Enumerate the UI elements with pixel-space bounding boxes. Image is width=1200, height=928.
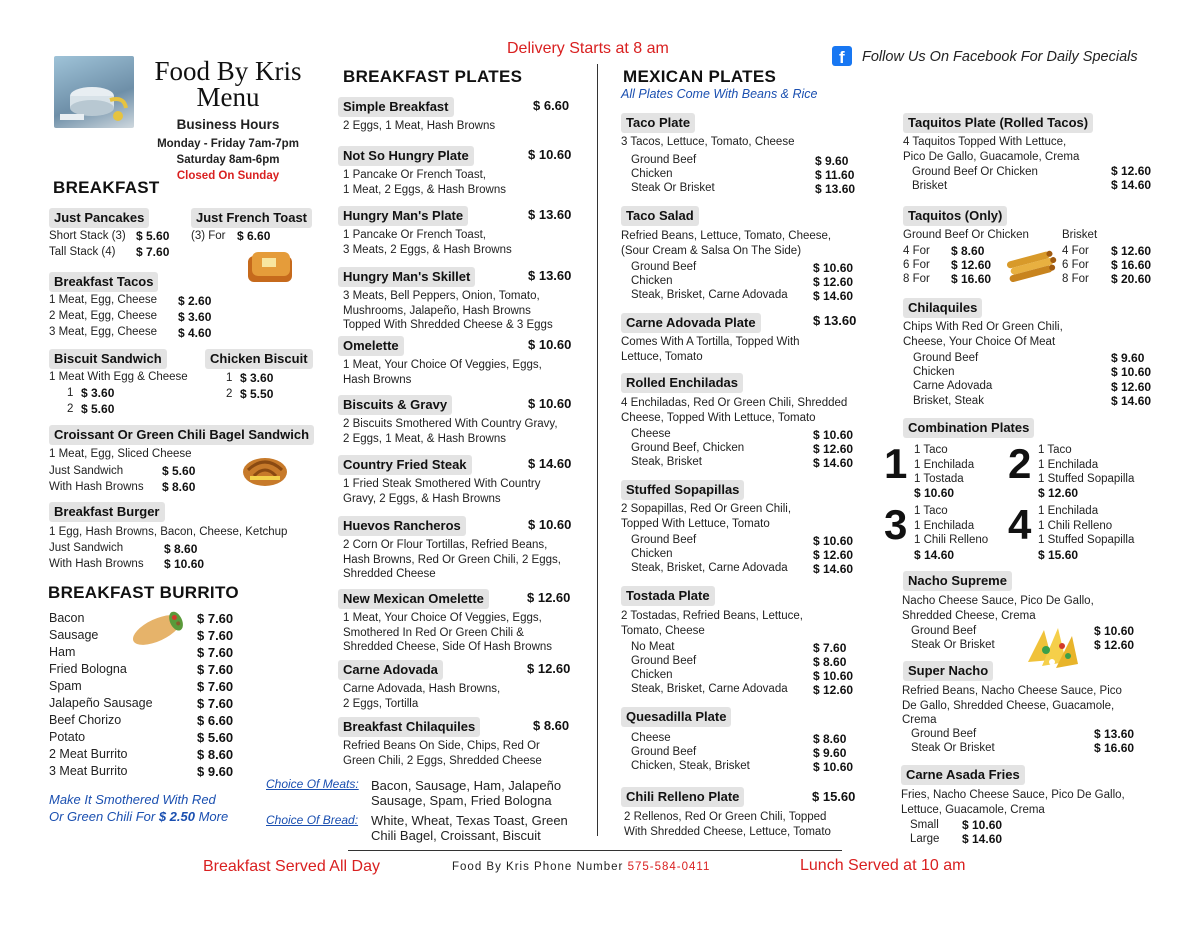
croissant-image (240, 450, 290, 490)
plate-desc: 1 Fried Steak Smothered With Country Gravy, 2 Eggs, & Hash Browns (343, 478, 541, 505)
plate-title: Hungry Man's Plate (338, 206, 468, 226)
carne-asada-fries-title: Carne Asada Fries (901, 765, 1025, 785)
nacho-supreme-row-2: Steak Or Brisket (911, 639, 995, 651)
footer-divider (348, 850, 842, 851)
burrito-item-price: $ 5.60 (197, 730, 234, 745)
hours-saturday: Saturday 8am-6pm (176, 154, 280, 166)
taquitos-only-right-price: $ 20.60 (1111, 272, 1152, 286)
tall-stack-label: Tall Stack (4) (49, 246, 116, 258)
combo-1-number: 1 (884, 440, 908, 487)
tostada-plate-desc: 2 Tostadas, Refried Beans, Lettuce, Tomato, Cheese (621, 610, 803, 637)
taquitos-image (1004, 250, 1058, 282)
tostada-row-4: Steak, Brisket, Carne Adovada (631, 683, 788, 695)
burger-price-1: $ 8.60 (164, 542, 198, 556)
asada-fries-price-1: $ 10.60 (962, 818, 1003, 832)
burrito-item-price: $ 7.60 (197, 679, 234, 694)
taquitos-only-right-label: 4 For (1062, 245, 1089, 257)
taquitos-plate-desc: 4 Taquitos Topped With Lettuce, Pico De Gallo, Guacamole, Crema (903, 136, 1080, 163)
taco-plate-title: Taco Plate (621, 113, 695, 133)
quesadilla-price-1: $ 8.60 (813, 732, 847, 746)
croissant-desc: 1 Meat, Egg, Sliced Cheese (49, 448, 192, 460)
tall-stack-price: $ 7.60 (136, 245, 170, 259)
chilaquiles-row-2: Chicken (913, 366, 955, 378)
taco-salad-price-3: $ 14.60 (813, 289, 854, 303)
sopapillas-price-3: $ 14.60 (813, 562, 854, 576)
combo-3-number: 3 (884, 501, 908, 548)
burger-price-2: $ 10.60 (164, 557, 205, 571)
stuffed-sopapillas-title: Stuffed Sopapillas (621, 480, 744, 500)
combo-2-price: $ 12.60 (1038, 486, 1079, 500)
taco-plate-desc: 3 Tacos, Lettuce, Tomato, Cheese (621, 136, 795, 148)
tostada-price-1: $ 7.60 (813, 641, 847, 655)
choice-bread: White, Wheat, Texas Toast, Green Chili Bagel, Croissant, Biscuit (371, 813, 568, 843)
hours-weekday: Monday - Friday 7am-7pm (157, 138, 299, 150)
plate-title: Biscuits & Gravy (338, 395, 452, 415)
burrito-item-label: 2 Meat Burrito (49, 747, 128, 761)
super-nacho-title: Super Nacho (903, 661, 993, 681)
burrito-item-price: $ 8.60 (197, 747, 234, 762)
plate-title: Not So Hungry Plate (338, 146, 474, 166)
nacho-supreme-price-2: $ 12.60 (1094, 638, 1135, 652)
french-toast-label: (3) For (191, 230, 226, 242)
biscuit-sandwich-desc: 1 Meat With Egg & Cheese (49, 371, 188, 383)
plate-title: Country Fried Steak (338, 455, 472, 475)
super-nacho-row-1: Ground Beef (911, 728, 977, 740)
croissant-row-1: Just Sandwich (49, 465, 124, 477)
stuffed-sopapillas-desc: 2 Sopapillas, Red Or Green Chili, Topped With Lettuce, Tomato (621, 503, 792, 530)
taco-plate-price-1: $ 9.60 (815, 154, 849, 168)
plate-price: $ 8.60 (533, 718, 570, 733)
plate-price: $ 6.60 (533, 98, 570, 113)
taquitos-plate-price-1: $ 12.60 (1111, 164, 1152, 178)
taquitos-only-left-label: 4 For (903, 245, 930, 257)
title-line2: Menu (196, 82, 260, 112)
plate-desc: 2 Eggs, 1 Meat, Hash Browns (343, 120, 496, 132)
plate-title: Carne Adovada (338, 660, 443, 680)
menu-title (146, 58, 310, 110)
asada-fries-row-1: Small (910, 819, 939, 831)
taquitos-only-left-price: $ 16.60 (951, 272, 992, 286)
burrito-item-label: Fried Bologna (49, 662, 127, 676)
burrito-item-label: Beef Chorizo (49, 713, 122, 727)
chili-relleno-plate-title: Chili Relleno Plate (621, 787, 744, 807)
chilaquiles-desc: Chips With Red Or Green Chili, Cheese, Your Choice Of Meat (903, 321, 1063, 348)
plate-price: $ 12.60 (527, 590, 571, 605)
taquitos-plate-title: Taquitos Plate (Rolled Tacos) (903, 113, 1093, 133)
chilaquiles-price-2: $ 10.60 (1111, 365, 1152, 379)
burrito-item-label: Ham (49, 645, 76, 659)
super-nacho-row-2: Steak Or Brisket (911, 742, 995, 754)
combination-plates-title: Combination Plates (903, 418, 1034, 438)
nachos-image (1022, 622, 1080, 672)
breakfast-heading: BREAKFAST (53, 178, 160, 197)
burger-row-2: With Hash Browns (49, 558, 144, 570)
plate-title: Breakfast Chilaquiles (338, 717, 480, 737)
just-pancakes-title: Just Pancakes (49, 208, 149, 228)
tostada-row-1: No Meat (631, 641, 675, 653)
sopapillas-price-1: $ 10.60 (813, 534, 854, 548)
smother-note-text: Or Green Chili For (49, 809, 159, 824)
taquitos-only-title: Taquitos (Only) (903, 206, 1007, 226)
biscuit-sandwich-title: Biscuit Sandwich (49, 349, 167, 369)
combo-2-number: 2 (1008, 440, 1032, 487)
rolled-enchiladas-desc: 4 Enchiladas, Red Or Green Chili, Shredded Cheese, Topped With Lettuce, Tomato (621, 397, 848, 424)
facebook-follow[interactable]: Follow Us On Facebook For Daily Specials (862, 49, 1138, 65)
burger-row-1: Just Sandwich (49, 542, 124, 554)
plate-desc: 1 Meat, Your Choice Of Veggies, Eggs, Smothered In Red Or Green Chili & Shredded Cheese, Side Of Hash Browns (343, 612, 553, 653)
chicken-biscuit-row-1: 1 (226, 372, 233, 384)
taco-row-3: 3 Meat, Egg, Cheese (49, 326, 158, 338)
taquitos-only-col1: Ground Beef Or Chicken (903, 229, 1029, 241)
combo-3-price: $ 14.60 (914, 548, 955, 562)
tostada-row-2: Ground Beef (631, 655, 697, 667)
taquitos-only-left-price: $ 8.60 (951, 244, 985, 258)
chilaquiles-row-1: Ground Beef (913, 352, 979, 364)
carne-adovada-plate-price: $ 13.60 (813, 313, 857, 328)
tostada-row-3: Chicken (631, 669, 673, 681)
nacho-supreme-title: Nacho Supreme (903, 571, 1012, 591)
plate-title: New Mexican Omelette (338, 589, 489, 609)
plate-desc: 1 Meat, Your Choice Of Veggies, Eggs, Hash Browns (343, 359, 542, 386)
plate-price: $ 12.60 (527, 661, 571, 676)
taco-salad-price-2: $ 12.60 (813, 275, 854, 289)
chicken-biscuit-row-2: 2 (226, 388, 233, 400)
super-nacho-price-2: $ 16.60 (1094, 741, 1135, 755)
mexican-subheading: All Plates Come With Beans & Rice (621, 87, 818, 101)
logo-image (54, 56, 134, 128)
carne-adovada-plate-title: Carne Adovada Plate (621, 313, 761, 333)
burrito-heading: BREAKFAST BURRITO (48, 583, 239, 602)
chilaquiles-price-1: $ 9.60 (1111, 351, 1145, 365)
taquitos-only-left-label: 8 For (903, 273, 930, 285)
taquitos-only-right-label: 6 For (1062, 259, 1089, 271)
carne-asada-fries-desc: Fries, Nacho Cheese Sauce, Pico De Gallo, Lettuce, Guacamole, Crema (901, 789, 1125, 816)
taco-salad-row-2: Chicken (631, 275, 673, 287)
breakfast-all-day: Breakfast Served All Day (203, 858, 380, 875)
taco-salad-row-1: Ground Beef (631, 261, 697, 273)
closed-sunday: Closed On Sunday (176, 170, 280, 182)
taco-plate-row-3: Steak Or Brisket (631, 182, 715, 194)
plate-title: Omelette (338, 336, 404, 356)
burrito-item-price: $ 7.60 (197, 628, 234, 643)
taquitos-only-left-label: 6 For (903, 259, 930, 271)
delivery-note: Delivery Starts at 8 am (507, 40, 669, 57)
taco-row-1: 1 Meat, Egg, Cheese (49, 294, 158, 306)
biscuit-price-1: $ 3.60 (81, 386, 115, 400)
nacho-supreme-row-1: Ground Beef (911, 625, 977, 637)
choice-bread-label: Choice Of Bread: (266, 813, 359, 827)
nacho-supreme-price-1: $ 10.60 (1094, 624, 1135, 638)
carne-adovada-plate-desc: Comes With A Tortilla, Topped With Lettuce, Tomato (621, 336, 800, 363)
plate-price: $ 13.60 (528, 268, 572, 283)
plate-desc: Carne Adovada, Hash Browns, 2 Eggs, Tortilla (343, 683, 501, 710)
mexican-heading: MEXICAN PLATES (623, 67, 777, 86)
asada-fries-price-2: $ 14.60 (962, 832, 1003, 846)
burrito-item-label: Jalapeño Sausage (49, 696, 153, 710)
taco-plate-row-1: Ground Beef (631, 154, 697, 166)
taquitos-plate-price-2: $ 14.60 (1111, 178, 1152, 192)
taco-salad-row-3: Steak, Brisket, Carne Adovada (631, 289, 788, 301)
plate-desc: 2 Corn Or Flour Tortillas, Refried Beans, Hash Browns, Red Or Green Chili, 2 Eggs, Shredded Cheese (343, 539, 561, 580)
plate-desc: Refried Beans On Side, Chips, Red Or Green Chili, 2 Eggs, Shredded Cheese (343, 740, 542, 767)
plate-desc: 2 Biscuits Smothered With Country Gravy, 2 Eggs, 1 Meat, & Hash Browns (343, 418, 558, 445)
biscuit-row-1: 1 (67, 387, 74, 399)
asada-fries-row-2: Large (910, 833, 940, 845)
plate-title: Hungry Man's Skillet (338, 267, 475, 287)
burrito-item-label: Potato (49, 730, 86, 744)
chicken-biscuit-price-2: $ 5.50 (240, 387, 274, 401)
chicken-biscuit-price-1: $ 3.60 (240, 371, 274, 385)
combo-1-price: $ 10.60 (914, 486, 955, 500)
croissant-title: Croissant Or Green Chili Bagel Sandwich (49, 425, 314, 445)
plate-desc: 3 Meats, Bell Peppers, Onion, Tomato, Mushrooms, Jalapeño, Hash Browns Topped With Shredded Cheese & 3 Eggs (343, 290, 553, 331)
smother-note-line2 (49, 809, 228, 824)
plate-price: $ 10.60 (528, 517, 572, 532)
sopapillas-row-2: Chicken (631, 548, 673, 560)
chilaquiles-row-4: Brisket, Steak (913, 395, 984, 407)
burrito-item-price: $ 9.60 (197, 764, 234, 779)
combo-1-desc: 1 Taco 1 Enchilada 1 Tostada (914, 444, 975, 485)
plate-price: $ 10.60 (528, 147, 572, 162)
short-stack-label: Short Stack (3) (49, 230, 126, 242)
facebook-icon[interactable]: f (832, 46, 852, 66)
taquitos-plate-row-1: Ground Beef Or Chicken (912, 166, 1038, 178)
column-divider (597, 64, 598, 836)
tostada-price-2: $ 8.60 (813, 655, 847, 669)
burger-desc: 1 Egg, Hash Browns, Bacon, Cheese, Ketchup (49, 526, 288, 538)
plates-heading: BREAKFAST PLATES (343, 67, 523, 86)
plate-price: $ 10.60 (528, 396, 572, 411)
super-nacho-desc: Refried Beans, Nacho Cheese Sauce, Pico De Gallo, Shredded Cheese, Guacamole, Crema (902, 685, 1122, 726)
enchiladas-row-3: Steak, Brisket (631, 456, 702, 468)
chicken-biscuit-title: Chicken Biscuit (205, 349, 313, 369)
choice-meats: Bacon, Sausage, Ham, Jalapeño Sausage, Spam, Fried Bologna (371, 778, 562, 808)
croissant-price-1: $ 5.60 (162, 464, 196, 478)
plate-price: $ 14.60 (528, 456, 572, 471)
enchiladas-price-3: $ 14.60 (813, 456, 854, 470)
burrito-item-price: $ 7.60 (197, 662, 234, 677)
short-stack-price: $ 5.60 (136, 229, 170, 243)
taco-plate-row-2: Chicken (631, 168, 673, 180)
plate-title: Simple Breakfast (338, 97, 454, 117)
taco-price-3: $ 4.60 (178, 326, 212, 340)
hours-title: Business Hours (176, 117, 280, 132)
breakfast-tacos-title: Breakfast Tacos (49, 272, 158, 292)
burrito-item-price: $ 6.60 (197, 713, 234, 728)
french-toast-image (244, 248, 298, 286)
taco-price-2: $ 3.60 (178, 310, 212, 324)
super-nacho-price-1: $ 13.60 (1094, 727, 1135, 741)
plate-desc: 1 Pancake Or French Toast, 3 Meats, 2 Eggs, & Hash Browns (343, 229, 512, 256)
chili-relleno-plate-price: $ 15.60 (812, 789, 856, 804)
chilaquiles-price-3: $ 12.60 (1111, 380, 1152, 394)
taco-price-1: $ 2.60 (178, 294, 212, 308)
enchiladas-price-1: $ 10.60 (813, 428, 854, 442)
rolled-enchiladas-title: Rolled Enchiladas (621, 373, 743, 393)
taquitos-only-right-price: $ 16.60 (1111, 258, 1152, 272)
combo-4-number: 4 (1008, 501, 1032, 548)
burrito-item-label: Spam (49, 679, 82, 693)
title-line1: Food By Kris (154, 56, 302, 86)
phone-label: Food By Kris Phone Number (452, 861, 628, 873)
combo-3-desc: 1 Taco 1 Enchilada 1 Chili Relleno (914, 505, 989, 546)
plate-title: Huevos Rancheros (338, 516, 466, 536)
quesadilla-plate-title: Quesadilla Plate (621, 707, 731, 727)
nacho-supreme-desc: Nacho Cheese Sauce, Pico De Gallo, Shredded Cheese, Crema (902, 595, 1094, 622)
taquitos-only-left-price: $ 12.60 (951, 258, 992, 272)
phone-line (452, 861, 710, 873)
tostada-plate-title: Tostada Plate (621, 586, 715, 606)
smother-price: $ 2.50 (158, 809, 195, 824)
lunch-time: Lunch Served at 10 am (800, 857, 966, 874)
croissant-row-2: With Hash Browns (49, 481, 144, 493)
phone-number[interactable]: 575-584-0411 (627, 861, 711, 873)
plate-desc: 1 Pancake Or French Toast, 1 Meat, 2 Eggs, & Hash Browns (343, 169, 506, 196)
choice-meats-label: Choice Of Meats: (266, 777, 359, 791)
burrito-item-label: Bacon (49, 611, 85, 625)
taco-row-2: 2 Meat, Egg, Cheese (49, 310, 158, 322)
taquitos-only-right-label: 8 For (1062, 273, 1089, 285)
sopapillas-row-3: Steak, Brisket, Carne Adovada (631, 562, 788, 574)
taco-salad-desc: Refried Beans, Lettuce, Tomato, Cheese, (Sour Cream & Salsa On The Side) (621, 230, 832, 257)
sopapillas-price-2: $ 12.60 (813, 548, 854, 562)
taco-salad-price-1: $ 10.60 (813, 261, 854, 275)
quesadilla-row-2: Ground Beef (631, 746, 697, 758)
just-french-toast-title: Just French Toast (191, 208, 312, 228)
smother-note-line1: Make It Smothered With Red (49, 792, 216, 807)
enchiladas-row-1: Cheese (631, 428, 671, 440)
taquitos-only-col2: Brisket (1062, 229, 1098, 241)
burrito-item-price: $ 7.60 (197, 696, 234, 711)
chilaquiles-row-3: Carne Adovada (913, 380, 993, 392)
plate-price: $ 10.60 (528, 337, 572, 352)
quesadilla-price-3: $ 10.60 (813, 760, 854, 774)
combo-4-desc: 1 Enchilada 1 Chili Relleno 1 Stuffed Sopapilla (1038, 505, 1135, 546)
burrito-item-label: Sausage (49, 628, 99, 642)
tostada-price-4: $ 12.60 (813, 683, 854, 697)
burrito-item-price: $ 7.60 (197, 611, 234, 626)
burrito-item-label: 3 Meat Burrito (49, 764, 128, 778)
taco-plate-price-3: $ 13.60 (815, 182, 856, 196)
croissant-price-2: $ 8.60 (162, 480, 196, 494)
taquitos-plate-row-2: Brisket (912, 180, 948, 192)
smother-note-more: More (194, 809, 229, 824)
combo-2-desc: 1 Taco 1 Enchilada 1 Stuffed Sopapilla (1038, 444, 1135, 485)
burrito-item-price: $ 7.60 (197, 645, 234, 660)
tostada-price-3: $ 10.60 (813, 669, 854, 683)
french-toast-price: $ 6.60 (237, 229, 271, 243)
plate-price: $ 13.60 (528, 207, 572, 222)
quesadilla-row-3: Chicken, Steak, Brisket (631, 760, 750, 772)
chilaquiles-price-4: $ 14.60 (1111, 394, 1152, 408)
biscuit-price-2: $ 5.60 (81, 402, 115, 416)
combo-4-price: $ 15.60 (1038, 548, 1079, 562)
enchiladas-row-2: Ground Beef, Chicken (631, 442, 745, 454)
chilaquiles-title: Chilaquiles (903, 298, 982, 318)
enchiladas-price-2: $ 12.60 (813, 442, 854, 456)
taco-salad-title: Taco Salad (621, 206, 699, 226)
quesadilla-row-1: Cheese (631, 732, 671, 744)
quesadilla-price-2: $ 9.60 (813, 746, 847, 760)
breakfast-burger-title: Breakfast Burger (49, 502, 165, 522)
sopapillas-row-1: Ground Beef (631, 534, 697, 546)
biscuit-row-2: 2 (67, 403, 74, 415)
chili-relleno-plate-desc: 2 Rellenos, Red Or Green Chili, Topped With Shredded Cheese, Lettuce, Tomato (624, 811, 831, 838)
taco-plate-price-2: $ 11.60 (815, 168, 855, 182)
burrito-image (128, 609, 186, 651)
taquitos-only-right-price: $ 12.60 (1111, 244, 1152, 258)
